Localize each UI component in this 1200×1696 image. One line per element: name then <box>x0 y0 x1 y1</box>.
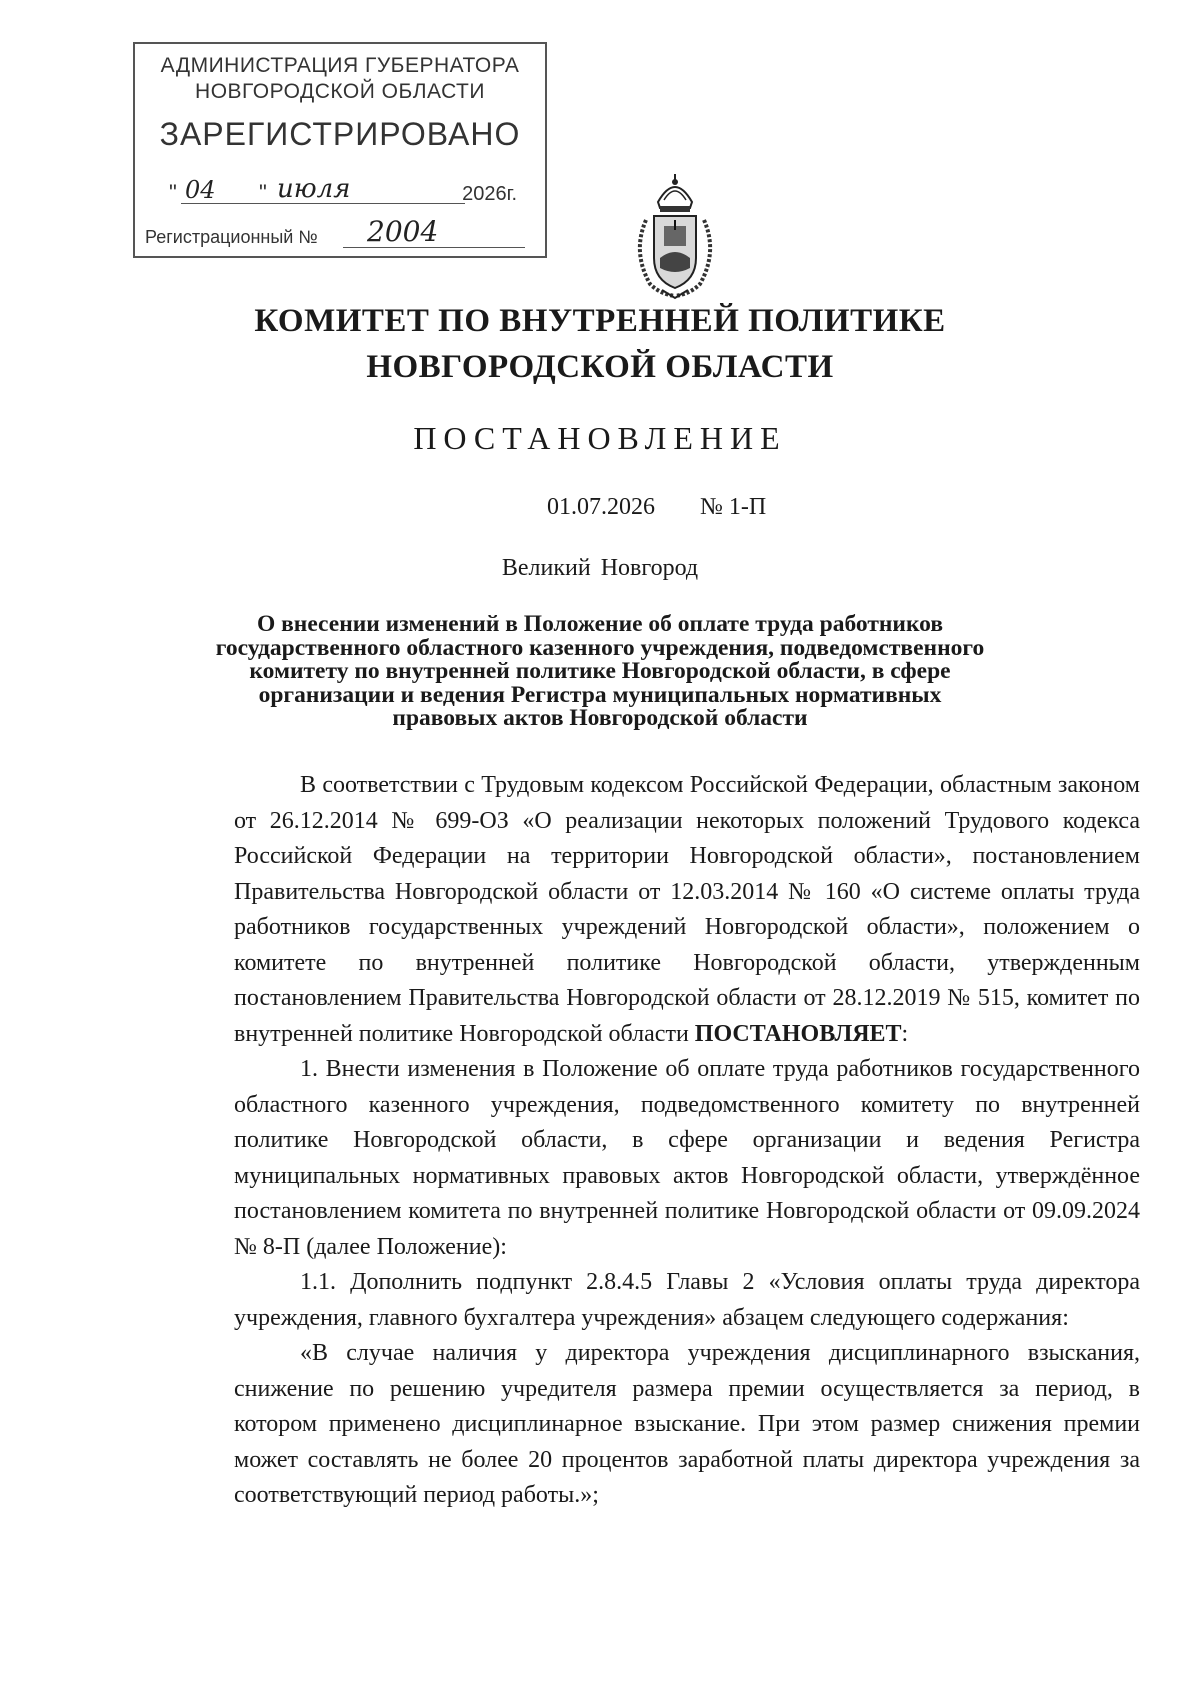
quoted-paragraph: «В случае наличия у директора учреждения дисциплинарного взыскания, снижение по решению учредителя размера премии осуществляется за период, в котором применено дисциплинарное взыскание. При этом размер снижения премии может составлять не более 20 процентов заработной платы директора учреждения за соответствующий период работы.»; <box>234 1340 1140 1508</box>
stamp-date-day: 04 <box>185 176 216 204</box>
registration-stamp <box>133 42 547 258</box>
title-line: организации и ведения Регистра муниципальных нормативных <box>258 681 942 708</box>
document-city: Великий Новгород <box>501 555 699 581</box>
item-1-1-paragraph: 1.1. Дополнить подпункт 2.8.4.5 Главы 2 «Условия оплаты труда директора учреждения, главного бухгалтера учреждения» абзацем следующего содержания: <box>234 1269 1140 1331</box>
committee-line1: КОМИТЕТ ПО ВНУТРЕННЕЙ ПОЛИТИКЕ <box>254 303 946 339</box>
title-line: государственного областного казенного учреждения, подведомственного <box>215 634 985 661</box>
decree-colon: : <box>901 1020 909 1047</box>
stamp-date-line <box>159 166 525 210</box>
document-date: 01.07.2026 <box>547 494 655 520</box>
stamp-registered-label: ЗАРЕГИСТРИРОВАНО <box>159 116 521 152</box>
stamp-org-line2: НОВГОРОДСКОЙ ОБЛАСТИ <box>195 80 485 103</box>
item-1-paragraph: 1. Внести изменения в Положение об оплате труда работников государственного областного казенного учреждения, подведомственного комитету по внутренней политике Новгородской области, в сфере организации и ведения Регистра муниципальных нормативных правовых актов Новгородской области, утверждённое постановлением комитета по внутренней политике Новгородской области от 09.09.2024 № 8-П (далее Положение): <box>234 1056 1140 1260</box>
title-line: О внесении изменений в Положение об оплате труда работников <box>256 611 944 637</box>
document-number: № 1-П <box>700 494 767 520</box>
stamp-reg-number: 2004 <box>367 215 439 248</box>
decree-word: ПОСТАНОВЛЯЕТ <box>694 1020 902 1047</box>
stamp-date-year: 2026г. <box>462 183 517 205</box>
committee-line2: НОВГОРОДСКОЙ ОБЛАСТИ <box>366 349 834 385</box>
document-title <box>150 613 1050 731</box>
stamp-date-month: июля <box>277 174 351 204</box>
title-line: комитету по внутренней политике Новгородской области, в сфере <box>249 658 951 684</box>
preamble-text: В соответствии с Трудовым кодексом Российской Федерации, областным законом от 26.12.2014 № 699-ОЗ «О реализации некоторых положений Трудового кодекса Российской Федерации на территории Новгородской области», постановлением Правительства Новгородской области от 12.03.2014 № 160 «О системе оплаты труда работников государственных учреждений Новгородской области», положением о комитете по внутренней политике Новгородской области, утвержденным постановлением Правительства Новгородской области от 28.12.2019 № 515, комитет по внутренней политике Новгородской области <box>234 772 1140 1047</box>
title-line: правовых актов Новгородской области <box>392 705 808 731</box>
document-body <box>234 768 1140 1514</box>
stamp-close-quote: " <box>259 180 267 205</box>
stamp-org-line1: АДМИНИСТРАЦИЯ ГУБЕРНАТОРА <box>160 54 520 77</box>
stamp-reg-label: Регистрационный № <box>145 227 318 247</box>
document-type: ПОСТАНОВЛЕНИЕ <box>413 420 787 456</box>
coat-of-arms-icon <box>630 172 720 300</box>
stamp-open-quote: " <box>169 180 177 205</box>
committee-name <box>0 298 1200 390</box>
preamble-paragraph <box>234 768 1140 1052</box>
stamp-number-line <box>145 215 525 252</box>
